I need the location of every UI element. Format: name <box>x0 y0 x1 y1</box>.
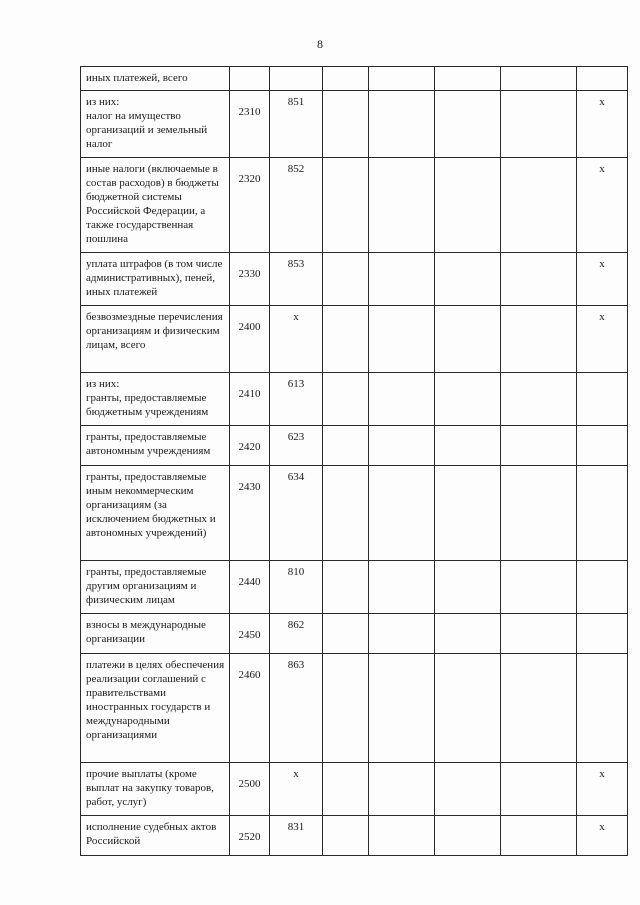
empty-cell <box>435 466 501 561</box>
row-code-cell: 2420 <box>230 426 270 466</box>
empty-cell <box>323 426 369 466</box>
row-name-cell: иных платежей, всего <box>81 67 230 91</box>
empty-cell <box>323 253 369 306</box>
row-kbk-cell: 851 <box>270 91 323 158</box>
empty-cell <box>435 654 501 763</box>
row-code-cell: 2410 <box>230 373 270 426</box>
empty-cell <box>369 614 435 654</box>
row-last-cell: x <box>577 763 628 816</box>
empty-cell <box>369 654 435 763</box>
empty-cell <box>369 466 435 561</box>
row-code-cell <box>230 67 270 91</box>
table-row <box>81 466 628 561</box>
empty-cell <box>323 373 369 426</box>
empty-cell <box>369 253 435 306</box>
empty-cell <box>501 426 577 466</box>
table-row <box>81 426 628 466</box>
row-code-cell: 2310 <box>230 91 270 158</box>
table-row <box>81 67 628 91</box>
row-code-cell: 2330 <box>230 253 270 306</box>
row-name-cell: прочие выплаты (кроме выплат на закупку товаров, работ, услуг) <box>81 763 230 816</box>
row-kbk-cell: x <box>270 306 323 373</box>
empty-cell <box>435 253 501 306</box>
empty-cell <box>435 561 501 614</box>
empty-cell <box>501 816 577 856</box>
empty-cell <box>369 306 435 373</box>
row-name-cell: исполнение судебных актов Российской <box>81 816 230 856</box>
empty-cell <box>501 373 577 426</box>
row-code-cell: 2430 <box>230 466 270 561</box>
row-last-cell: x <box>577 306 628 373</box>
empty-cell <box>435 158 501 253</box>
empty-cell <box>435 426 501 466</box>
page-number: 8 <box>317 37 323 51</box>
empty-cell <box>369 561 435 614</box>
empty-cell <box>369 91 435 158</box>
row-name-cell: платежи в целях обеспечения реализации соглашений с правительствами иностранных государств и международными организациями <box>81 654 230 763</box>
row-code-cell: 2400 <box>230 306 270 373</box>
table-row <box>81 373 628 426</box>
row-kbk-cell <box>270 67 323 91</box>
empty-cell <box>369 763 435 816</box>
empty-cell <box>323 654 369 763</box>
table-row <box>81 654 628 763</box>
row-name-cell: взносы в международные организации <box>81 614 230 654</box>
empty-cell <box>323 561 369 614</box>
empty-cell <box>435 306 501 373</box>
row-name-cell: гранты, предоставляемые автономным учреждениям <box>81 426 230 466</box>
row-last-cell <box>577 67 628 91</box>
row-kbk-cell: 810 <box>270 561 323 614</box>
table-row <box>81 91 628 158</box>
row-last-cell: x <box>577 91 628 158</box>
row-name-cell: уплата штрафов (в том числе административных), пеней, иных платежей <box>81 253 230 306</box>
empty-cell <box>501 763 577 816</box>
row-kbk-cell: 862 <box>270 614 323 654</box>
row-code-cell: 2450 <box>230 614 270 654</box>
row-last-cell: x <box>577 816 628 856</box>
row-kbk-cell: 634 <box>270 466 323 561</box>
row-last-cell <box>577 654 628 763</box>
row-name-cell: гранты, предоставляемые иным некоммерческим организациям (за исключением бюджетных и автономных учреждений) <box>81 466 230 561</box>
empty-cell <box>501 91 577 158</box>
row-name-text: из них: гранты, предоставляемые бюджетным учреждениям <box>86 378 209 418</box>
row-kbk-cell: 613 <box>270 373 323 426</box>
row-last-cell <box>577 614 628 654</box>
row-kbk-cell: 863 <box>270 654 323 763</box>
empty-cell <box>323 816 369 856</box>
empty-cell <box>369 158 435 253</box>
row-kbk-cell: 853 <box>270 253 323 306</box>
empty-cell <box>501 654 577 763</box>
row-code-cell: 2500 <box>230 763 270 816</box>
empty-cell <box>501 466 577 561</box>
empty-cell <box>435 614 501 654</box>
table-row <box>81 306 628 373</box>
row-code-cell: 2440 <box>230 561 270 614</box>
empty-cell <box>323 306 369 373</box>
row-name-cell: безвозмездные перечисления организациям и физическим лицам, всего <box>81 306 230 373</box>
table-row <box>81 763 628 816</box>
table-row <box>81 561 628 614</box>
row-code-cell: 2520 <box>230 816 270 856</box>
empty-cell <box>435 816 501 856</box>
empty-cell <box>323 158 369 253</box>
empty-cell <box>323 91 369 158</box>
empty-cell <box>501 561 577 614</box>
row-last-cell: x <box>577 158 628 253</box>
table-row <box>81 158 628 253</box>
empty-cell <box>435 91 501 158</box>
row-last-cell <box>577 561 628 614</box>
row-code-cell: 2320 <box>230 158 270 253</box>
row-kbk-cell: 623 <box>270 426 323 466</box>
empty-cell <box>501 253 577 306</box>
empty-cell <box>501 158 577 253</box>
table-row <box>81 253 628 306</box>
row-last-cell <box>577 466 628 561</box>
empty-cell <box>323 466 369 561</box>
empty-cell <box>501 306 577 373</box>
empty-cell <box>323 614 369 654</box>
empty-cell <box>435 67 501 91</box>
row-kbk-cell: x <box>270 763 323 816</box>
empty-cell <box>323 763 369 816</box>
empty-cell <box>369 373 435 426</box>
empty-cell <box>369 816 435 856</box>
budget-table <box>80 66 628 856</box>
row-name-cell: иные налоги (включаемые в состав расходов) в бюджеты бюджетной системы Российской Федерации, а также государственная пошлина <box>81 158 230 253</box>
row-kbk-cell: 831 <box>270 816 323 856</box>
row-name-cell: гранты, предоставляемые другим организациям и физическим лицам <box>81 561 230 614</box>
empty-cell <box>435 373 501 426</box>
row-last-cell <box>577 426 628 466</box>
empty-cell <box>501 614 577 654</box>
row-last-cell <box>577 373 628 426</box>
empty-cell <box>369 426 435 466</box>
table-row <box>81 816 628 856</box>
empty-cell <box>501 67 577 91</box>
row-kbk-cell: 852 <box>270 158 323 253</box>
row-code-cell: 2460 <box>230 654 270 763</box>
row-name-text: из них: налог на имущество организаций и земельный налог <box>86 96 208 150</box>
row-last-cell: x <box>577 253 628 306</box>
empty-cell <box>323 67 369 91</box>
table-row <box>81 614 628 654</box>
empty-cell <box>369 67 435 91</box>
row-name-cell <box>81 373 230 426</box>
row-name-cell <box>81 91 230 158</box>
empty-cell <box>435 763 501 816</box>
